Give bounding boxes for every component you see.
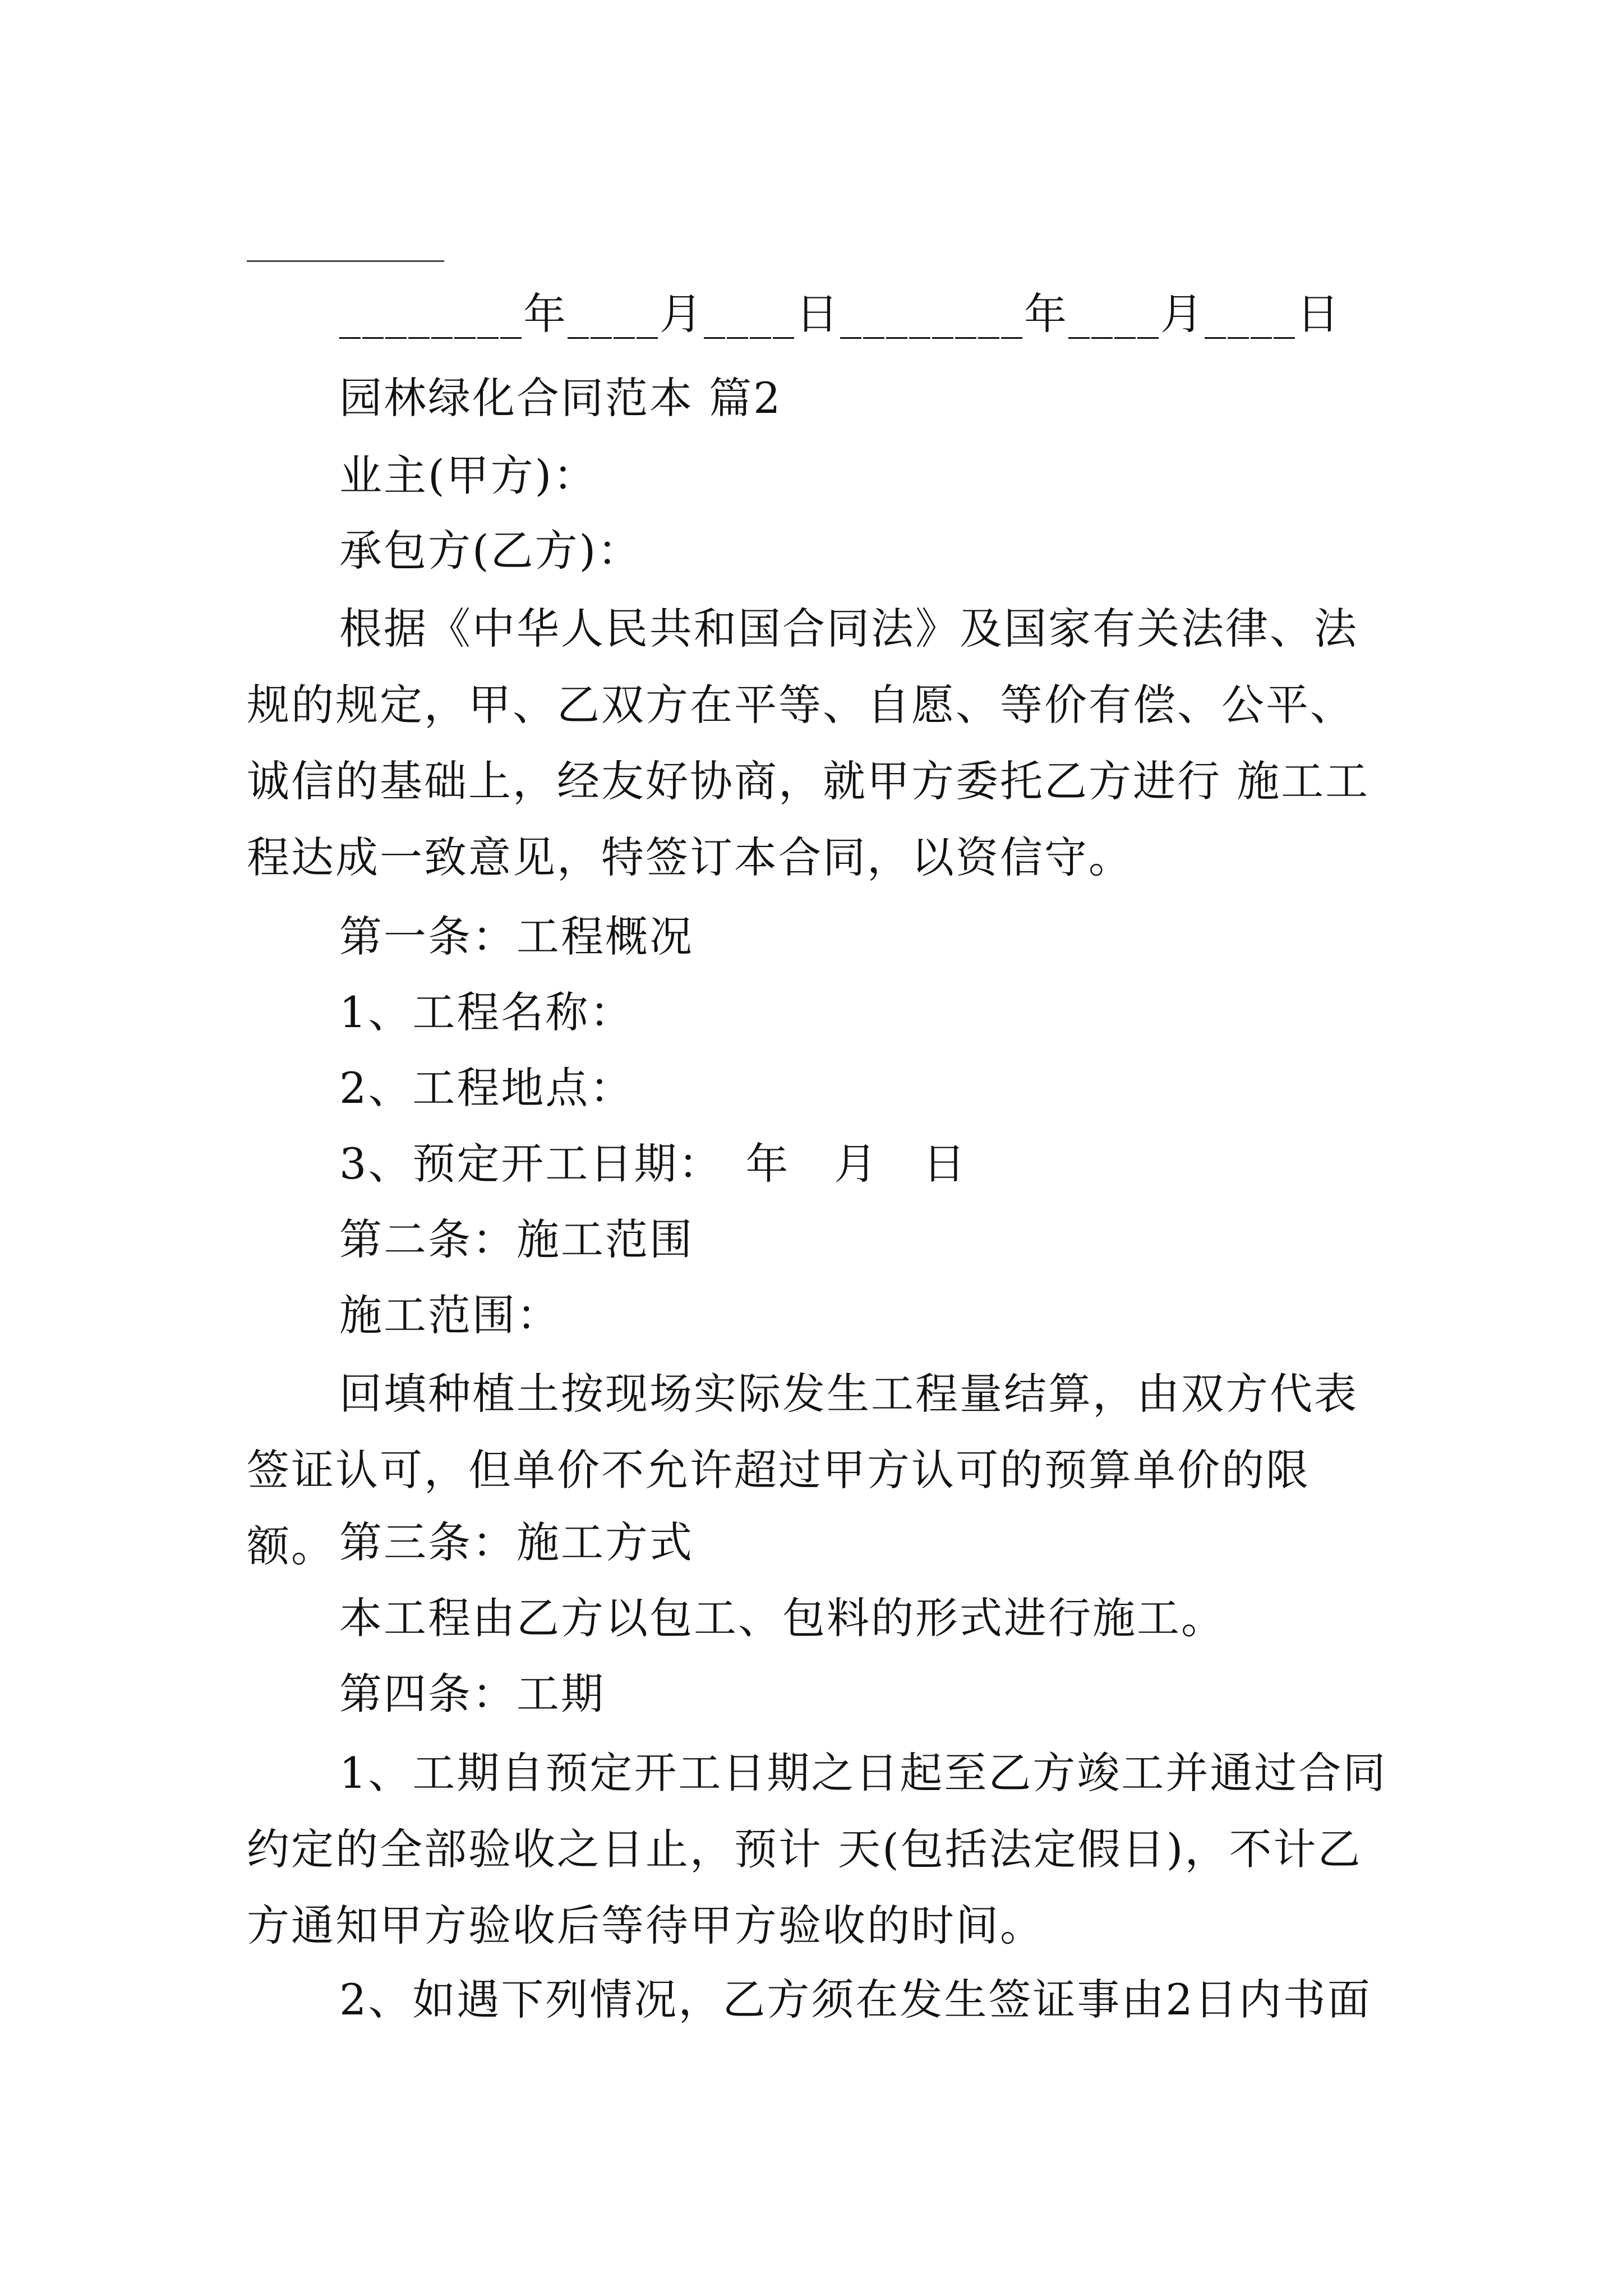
date-line: ________年____月____日________年____月____日 [339,289,1341,339]
article-4-title: 第四条：工期 [339,1669,605,1719]
intro-paragraph: 根据《中华人民共和国合同法》及国家有关法律、法规的规定，甲、乙双方在平等、自愿、等价有偿、公平、诚信的基础上，经友好协商，就甲方委托乙方进行 施工工程达成一致意见，特签订本合同，以资信守。 [247,604,1370,882]
article-1-item-2: 2、工程地点： [339,1063,634,1113]
article-4-item-2: 2、如遇下列情况，乙方须在发生签证事由2日内书面 [339,1975,1372,2024]
article-3-title: 第三条：施工方式 [339,1517,694,1567]
article-2-title: 第二条：施工范围 [339,1214,694,1264]
article-2-label: 施工范围： [339,1290,561,1340]
party-b-label: 承包方(乙方)： [339,526,642,576]
article-1-item-1: 1、工程名称： [339,987,634,1037]
article-3-text: 本工程由乙方以包工、包料的形式进行施工。 [339,1593,1225,1643]
document-title: 园林绿化合同范本 篇2 [339,373,782,423]
article-4-item-1: 1、工期自预定开工日期之日起至乙方竣工并通过合同约定的全部验收之日止，预计 天(包括法定假日)，不计乙方通知甲方验收后等待甲方验收的时间。 [247,1748,1387,1950]
header-rule [247,260,444,262]
article-2-text: 回填种植土按现场实际发生工程量结算，由双方代表签证认可，但单价不允许超过甲方认可的预算单价的限额。 [247,1369,1358,1571]
party-a-label: 业主(甲方)： [339,450,598,500]
article-1-item-3: 3、预定开工日期： 年 月 日 [339,1139,967,1189]
article-1-title: 第一条：工程概况 [339,912,694,961]
